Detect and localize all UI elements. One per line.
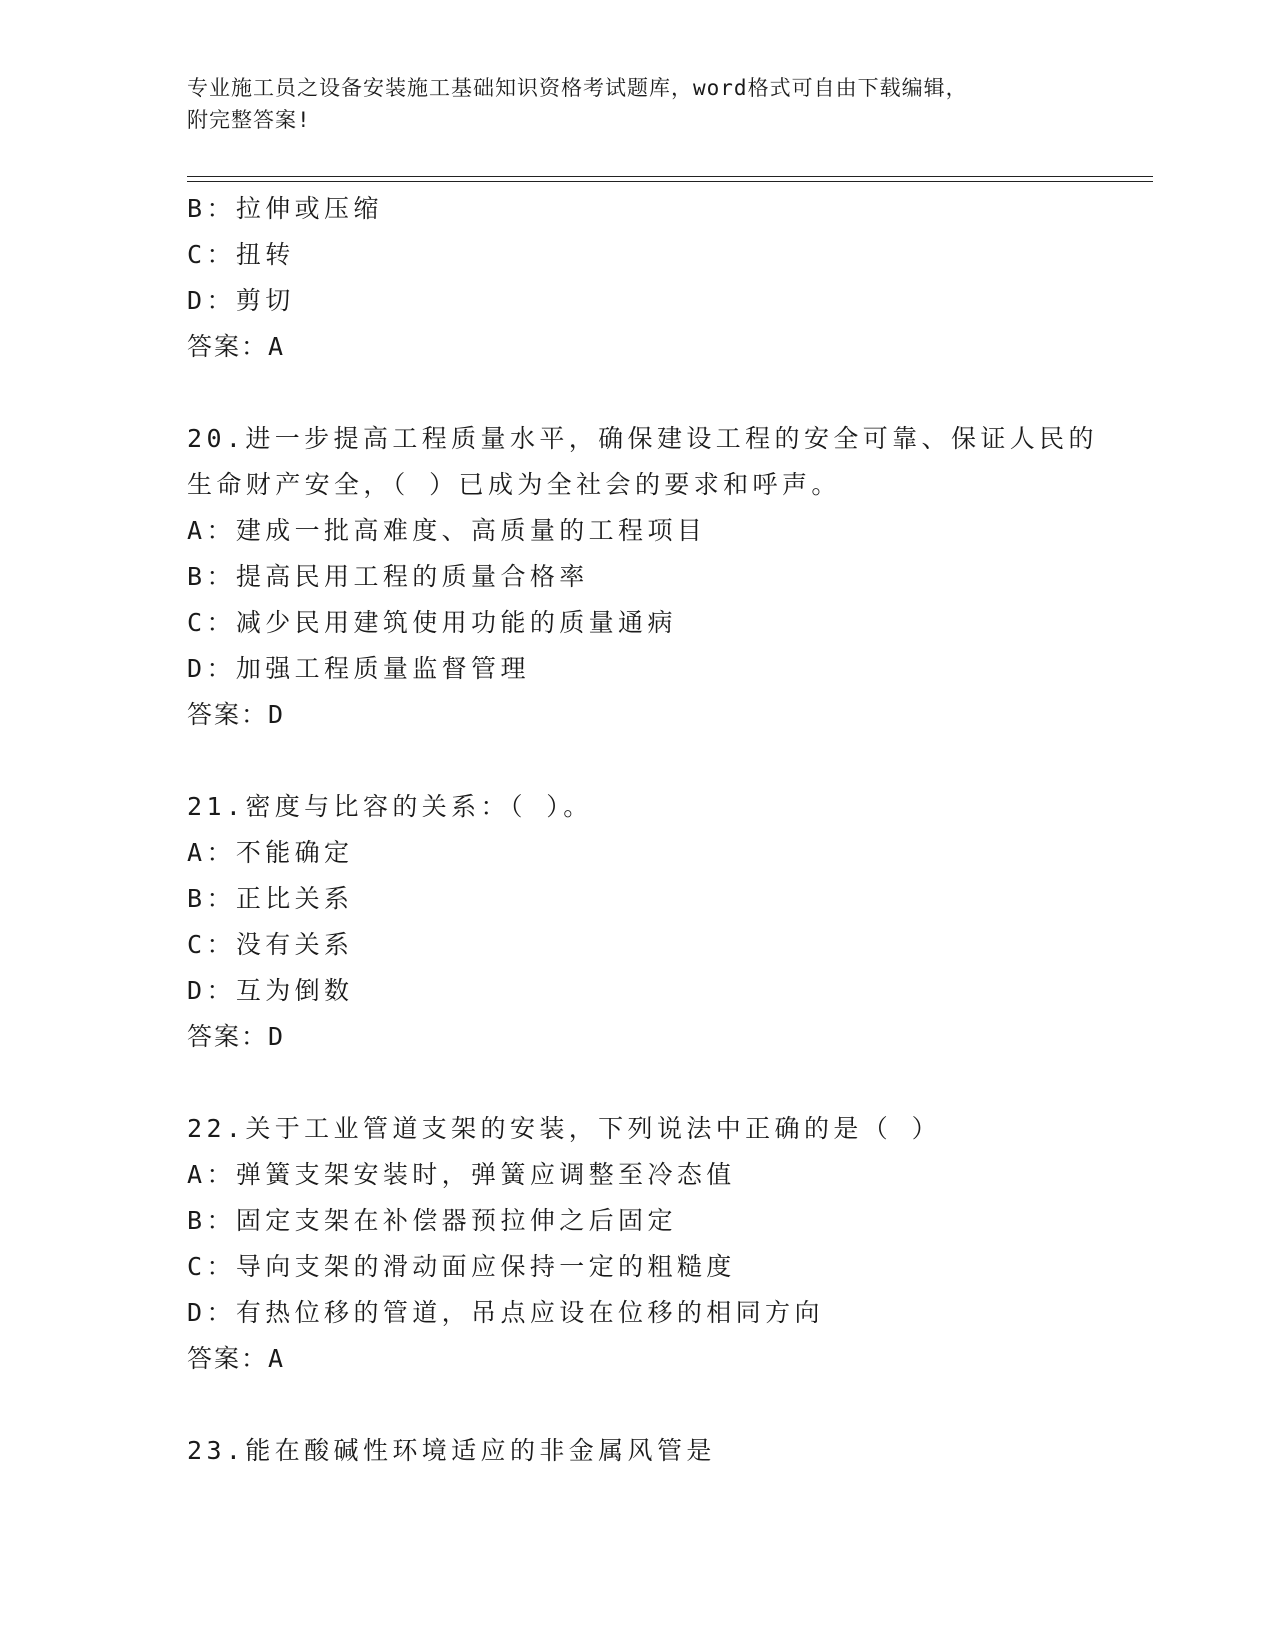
question-spacer [187,1060,1087,1106]
question-spacer [187,1382,1087,1428]
question-stem-line-1: 21.密度与比容的关系：（ ）。 [187,792,593,821]
option-c: C：没有关系 [187,930,354,959]
question-22 [187,1106,1087,1382]
option-a: A：建成一批高难度、高质量的工程项目 [187,516,707,545]
question-spacer [187,738,1087,784]
option-d: D：互为倒数 [187,976,354,1005]
question-19-continued [187,186,1087,370]
question-21 [187,784,1087,1060]
page-header [187,72,1067,136]
answer-value: A [268,332,286,361]
option-c: C：导向支架的滑动面应保持一定的粗糙度 [187,1252,736,1281]
answer-label: 答案： [187,332,269,361]
option-a: A：不能确定 [187,838,354,867]
header-title-line-2: 附完整答案! [187,108,311,132]
answer-line [187,692,1087,738]
header-divider-thick [187,176,1153,177]
option-b: B：拉伸或压缩 [187,194,383,223]
question-spacer [187,370,1087,416]
option-b: B：固定支架在补偿器预拉伸之后固定 [187,1206,677,1235]
header-title-line-1: 专业施工员之设备安装施工基础知识资格考试题库，word格式可自由下载编辑， [187,76,968,100]
question-23 [187,1428,1087,1474]
answer-line [187,1336,1087,1382]
option-b: B：提高民用工程的质量合格率 [187,562,589,591]
question-stem-line-2: 生命财产安全，（ ）已成为全社会的要求和呼声。 [187,470,841,499]
answer-line [187,324,1087,370]
option-c: C：减少民用建筑使用功能的质量通病 [187,608,677,637]
answer-label: 答案： [187,1344,269,1373]
option-b: B：正比关系 [187,884,354,913]
question-stem-line-1: 22.关于工业管道支架的安装，下列说法中正确的是（ ） [187,1114,942,1143]
option-d: D：加强工程质量监督管理 [187,654,530,683]
question-content [187,186,1098,1474]
answer-label: 答案： [187,1022,269,1051]
header-divider-thin [187,181,1153,182]
answer-label: 答案： [187,700,269,729]
option-d: D：有热位移的管道，吊点应设在位移的相同方向 [187,1298,824,1327]
question-stem-line-1: 23.能在酸碱性环境适应的非金属风管是 [187,1436,716,1465]
option-a: A：弹簧支架安装时，弹簧应调整至冷态值 [187,1160,736,1189]
answer-line [187,1014,1087,1060]
answer-value: D [268,1022,286,1051]
option-d: D：剪切 [187,286,295,315]
option-c: C：扭转 [187,240,295,269]
answer-value: D [268,700,286,729]
question-20 [187,416,1098,738]
question-stem-line-1: 20.进一步提高工程质量水平，确保建设工程的安全可靠、保证人民的 [187,424,1098,453]
answer-value: A [268,1344,286,1373]
